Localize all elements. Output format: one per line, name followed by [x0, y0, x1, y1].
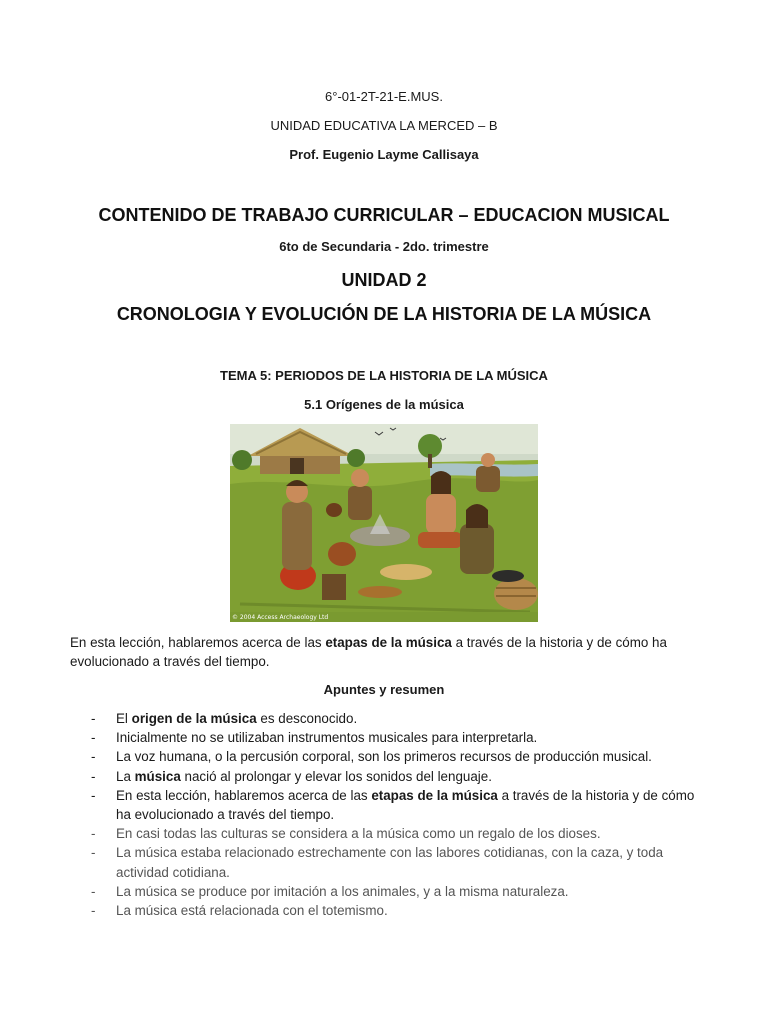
topic-heading: TEMA 5: PERIODOS DE LA HISTORIA DE LA MÚSICA	[220, 368, 548, 383]
bullet-text: La música está relacionada con el totemismo.	[116, 903, 388, 919]
bullet-text: Inicialmente no se utilizaban instrumentos musicales para interpretarla.	[116, 730, 538, 746]
bullet-text: La música se produce por imitación a los animales, y a la misma naturaleza.	[116, 883, 569, 899]
bullet-bold: música	[134, 768, 181, 784]
section-heading: 5.1 Orígenes de la música	[304, 397, 464, 412]
unit-title: CRONOLOGIA Y EVOLUCIÓN DE LA HISTORIA DE LA MÚSICA	[116, 304, 652, 324]
bullet-text: En casi todas las culturas se considera a la música como un regalo de los dioses.	[116, 826, 601, 842]
bullet-text: El	[116, 711, 132, 726]
notes-list	[91, 709, 711, 920]
bullet-marker: -	[91, 903, 96, 919]
list-item	[91, 786, 711, 824]
list-item	[91, 843, 711, 881]
prehistoric-village-illustration	[230, 424, 538, 622]
document-code: 6°-01-2T-21-E.MUS.	[325, 89, 443, 104]
unit-heading: UNIDAD 2	[341, 270, 427, 290]
bullet-text: La voz humana, o la percusión corporal, son los primeros recursos de producción musical.	[116, 749, 652, 765]
grade-subtitle: 6to de Secundaria - 2do. trimestre	[279, 239, 489, 254]
bullet-text: nació al prolongar y elevar los sonidos del lenguaje.	[180, 768, 492, 784]
bullet-text: En esta lección, hablaremos acerca de las	[116, 787, 372, 803]
bullet-text: es desconocido.	[256, 711, 358, 726]
intro-text-1: En esta lección, hablaremos acerca de las	[70, 635, 326, 650]
bullet-marker: -	[91, 787, 96, 803]
bullet-bold: etapas de la música	[371, 787, 498, 803]
bullet-marker: -	[91, 826, 96, 842]
list-item	[91, 709, 711, 728]
bullet-marker: -	[91, 845, 96, 861]
bullet-text: a través de la historia y de cómo ha evolucionado a través del tiempo.	[116, 787, 695, 823]
list-item	[91, 728, 711, 747]
bullet-marker: -	[91, 711, 96, 726]
teacher-name: Prof. Eugenio Layme Callisaya	[289, 147, 479, 162]
intro-text-2: a través de la historia y de cómo ha evolucionado a través del tiempo.	[70, 635, 667, 669]
list-item	[91, 824, 711, 843]
bullet-text: La música estaba relacionado estrechamente con las labores cotidianas, con la caza, y toda actividad cotidiana.	[116, 845, 664, 880]
bullet-marker: -	[91, 749, 96, 765]
image-credit: © 2004 Access Archaeology Ltd	[232, 614, 329, 621]
bullet-bold: origen de la música	[131, 711, 257, 726]
main-title: CONTENIDO DE TRABAJO CURRICULAR – EDUCACION MUSICAL	[98, 205, 670, 225]
intro-paragraph	[70, 633, 710, 671]
bullet-text: La	[116, 768, 135, 784]
list-item	[91, 882, 711, 901]
school-name: UNIDAD EDUCATIVA LA MERCED – B	[270, 118, 498, 133]
list-item	[91, 901, 711, 920]
bullet-marker: -	[91, 883, 96, 899]
list-item	[91, 747, 711, 766]
intro-bold: etapas de la música	[325, 635, 452, 650]
bullet-marker: -	[91, 730, 96, 746]
notes-heading: Apuntes y resumen	[323, 682, 445, 697]
list-item	[91, 767, 711, 786]
bullet-marker: -	[91, 768, 96, 784]
